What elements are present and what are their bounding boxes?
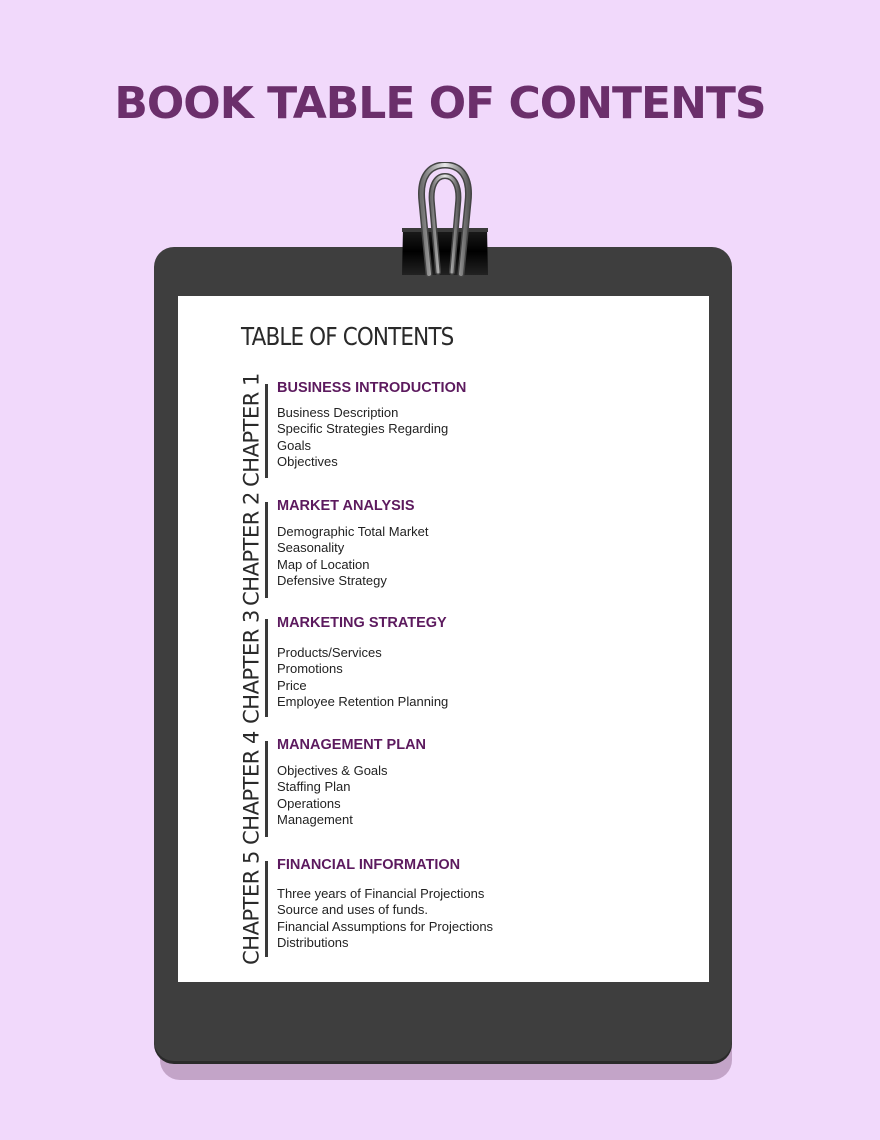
chapter-item-list — [277, 524, 429, 589]
chapter-title: FINANCIAL INFORMATION — [277, 857, 461, 873]
list-item: Objectives & Goals — [277, 763, 388, 778]
chapter-item-list — [277, 886, 493, 951]
list-item: Seasonality — [277, 540, 345, 556]
chapter-label — [238, 492, 266, 606]
chapter-label — [238, 373, 266, 487]
list-item: Objectives — [277, 453, 338, 469]
document-page — [178, 296, 709, 982]
chapter-label-text: CHAPTER 5 — [239, 851, 264, 965]
page-title: BOOK TABLE OF CONTENTS — [114, 78, 766, 129]
toc-heading: TABLE OF CONTENTS — [241, 322, 454, 351]
chapter-divider — [265, 384, 268, 478]
list-item: Demographic Total Market — [277, 524, 429, 539]
chapter-label — [238, 610, 266, 724]
list-item: Map of Location — [277, 556, 370, 572]
list-item: Defensive Strategy — [277, 572, 387, 588]
list-item: Three years of Financial Projections — [277, 886, 485, 901]
list-item: Employee Retention Planning — [277, 693, 449, 709]
list-item: Source and uses of funds. — [277, 902, 429, 918]
chapter-4 — [238, 731, 678, 845]
chapter-label — [238, 731, 266, 845]
chapter-title: BUSINESS INTRODUCTION — [277, 380, 467, 396]
chapter-3 — [238, 610, 678, 724]
chapter-item-list — [277, 763, 388, 828]
list-item: Promotions — [277, 661, 343, 677]
list-item: Staffing Plan — [277, 779, 351, 795]
chapter-1 — [238, 373, 678, 487]
chapter-label-text: CHAPTER 3 — [239, 610, 264, 724]
chapter-title: MANAGEMENT PLAN — [277, 737, 427, 753]
list-item: Financial Assumptions for Projections — [277, 918, 494, 934]
chapter-item-list — [277, 645, 448, 710]
chapter-label — [238, 851, 266, 965]
chapter-title: MARKET ANALYSIS — [277, 498, 415, 514]
list-item: Business Description — [277, 405, 399, 420]
chapter-2 — [238, 492, 678, 606]
binder-clip-icon — [398, 162, 492, 294]
list-item: Operations — [277, 795, 341, 811]
chapter-5 — [238, 851, 678, 965]
chapter-item-list — [277, 405, 448, 470]
chapter-label-text: CHAPTER 2 — [239, 492, 264, 606]
chapter-divider — [265, 741, 268, 837]
list-item: Specific Strategies Regarding — [277, 421, 449, 437]
list-item: Management — [277, 811, 353, 827]
chapter-divider — [265, 619, 268, 717]
list-item: Distributions — [277, 934, 349, 950]
chapter-label-text: CHAPTER 4 — [239, 731, 264, 845]
chapter-label-text: CHAPTER 1 — [239, 373, 264, 487]
list-item: Goals — [277, 437, 311, 453]
chapter-divider — [265, 861, 268, 957]
list-item: Price — [277, 677, 307, 693]
chapter-divider — [265, 502, 268, 598]
list-item: Products/Services — [277, 645, 382, 660]
chapter-title: MARKETING STRATEGY — [277, 615, 447, 631]
